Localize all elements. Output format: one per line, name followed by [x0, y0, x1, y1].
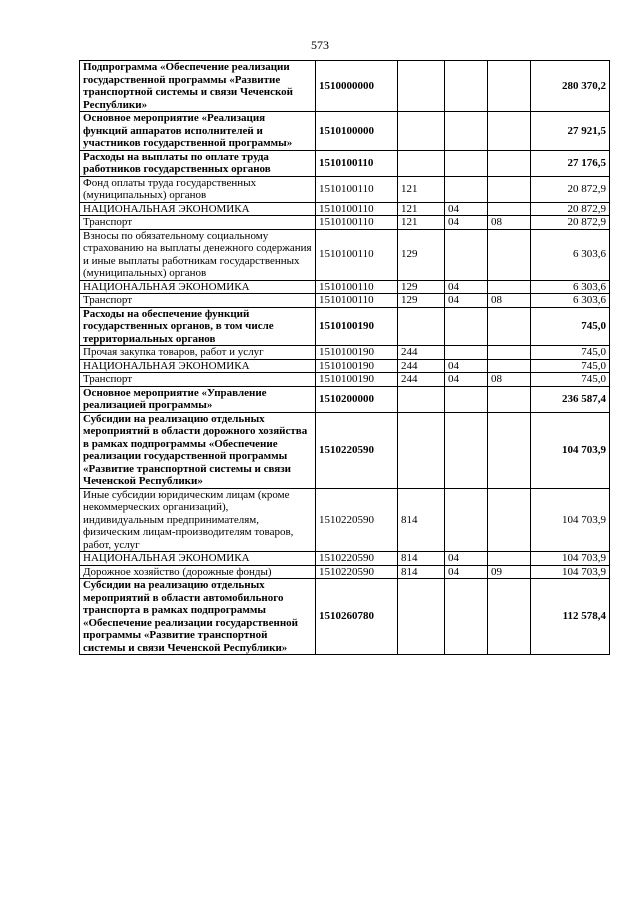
row-name: Прочая закупка товаров, работ и услуг [80, 346, 316, 360]
row-amount: 104 703,9 [531, 412, 610, 488]
row-amount: 20 872,9 [531, 202, 610, 216]
row-name: Расходы на выплаты по оплате труда работников государственных органов [80, 150, 316, 176]
row-subsection: 08 [488, 294, 531, 308]
row-section: 04 [445, 359, 488, 373]
row-code: 1510100190 [316, 359, 398, 373]
row-expense-type: 129 [398, 280, 445, 294]
row-subsection [488, 359, 531, 373]
table-row [80, 488, 610, 552]
table-row [80, 579, 610, 655]
row-subsection [488, 346, 531, 360]
row-section: 04 [445, 202, 488, 216]
row-code: 1510100110 [316, 202, 398, 216]
budget-table [79, 60, 610, 655]
row-expense-type: 814 [398, 552, 445, 566]
row-section: 04 [445, 216, 488, 230]
row-subsection [488, 150, 531, 176]
row-name: Субсидии на реализацию отдельных мероприятий в области дорожного хозяйства в рамках подпрограммы «Обеспечение реализации государственной программы «Развитие транспортной системы и связи Чеченской Республики» [80, 412, 316, 488]
row-expense-type: 244 [398, 373, 445, 387]
row-section [445, 488, 488, 552]
row-expense-type [398, 579, 445, 655]
table-row [80, 216, 610, 230]
table-row [80, 386, 610, 412]
row-expense-type: 129 [398, 294, 445, 308]
row-expense-type [398, 112, 445, 151]
row-subsection: 08 [488, 373, 531, 387]
row-expense-type [398, 150, 445, 176]
table-row [80, 565, 610, 579]
row-name: Расходы на обеспечение функций государственных органов, в том числе территориальных органов [80, 307, 316, 346]
row-amount: 6 303,6 [531, 280, 610, 294]
row-name: Основное мероприятие «Управление реализацией программы» [80, 386, 316, 412]
row-code: 1510220590 [316, 552, 398, 566]
row-name: Транспорт [80, 216, 316, 230]
row-section: 04 [445, 373, 488, 387]
table-row [80, 202, 610, 216]
table-row [80, 112, 610, 151]
row-amount: 236 587,4 [531, 386, 610, 412]
row-expense-type: 244 [398, 359, 445, 373]
table-row [80, 359, 610, 373]
row-amount: 6 303,6 [531, 229, 610, 280]
row-code: 1510260780 [316, 579, 398, 655]
table-row [80, 61, 610, 112]
row-name: Транспорт [80, 294, 316, 308]
row-amount: 104 703,9 [531, 488, 610, 552]
row-amount: 112 578,4 [531, 579, 610, 655]
row-name: Транспорт [80, 373, 316, 387]
row-code: 1510100190 [316, 373, 398, 387]
page-number: 573 [311, 38, 329, 52]
row-section [445, 61, 488, 112]
table-row [80, 280, 610, 294]
row-code: 1510100110 [316, 176, 398, 202]
table-row [80, 412, 610, 488]
row-code: 1510220590 [316, 488, 398, 552]
row-subsection [488, 112, 531, 151]
row-code: 1510100110 [316, 280, 398, 294]
row-section: 04 [445, 565, 488, 579]
row-expense-type: 814 [398, 488, 445, 552]
row-subsection [488, 579, 531, 655]
row-section: 04 [445, 280, 488, 294]
row-expense-type: 814 [398, 565, 445, 579]
row-expense-type [398, 412, 445, 488]
row-expense-type [398, 386, 445, 412]
row-section [445, 579, 488, 655]
row-subsection [488, 176, 531, 202]
row-subsection: 09 [488, 565, 531, 579]
row-code: 1510100110 [316, 229, 398, 280]
row-name: НАЦИОНАЛЬНАЯ ЭКОНОМИКА [80, 202, 316, 216]
budget-table-body [80, 61, 610, 655]
row-expense-type: 121 [398, 216, 445, 230]
row-section [445, 176, 488, 202]
row-amount: 6 303,6 [531, 294, 610, 308]
table-row [80, 552, 610, 566]
row-subsection: 08 [488, 216, 531, 230]
row-expense-type: 244 [398, 346, 445, 360]
row-name: НАЦИОНАЛЬНАЯ ЭКОНОМИКА [80, 280, 316, 294]
row-section: 04 [445, 552, 488, 566]
row-name: НАЦИОНАЛЬНАЯ ЭКОНОМИКА [80, 552, 316, 566]
row-code: 1510100190 [316, 307, 398, 346]
row-subsection [488, 229, 531, 280]
row-section [445, 386, 488, 412]
row-section [445, 412, 488, 488]
row-name: Фонд оплаты труда государственных (муниципальных) органов [80, 176, 316, 202]
row-expense-type: 129 [398, 229, 445, 280]
table-row [80, 307, 610, 346]
row-code: 1510100000 [316, 112, 398, 151]
row-subsection [488, 412, 531, 488]
row-section: 04 [445, 294, 488, 308]
row-name: Дорожное хозяйство (дорожные фонды) [80, 565, 316, 579]
table-row [80, 176, 610, 202]
table-row [80, 150, 610, 176]
row-subsection [488, 280, 531, 294]
row-section [445, 229, 488, 280]
row-name: Подпрограмма «Обеспечение реализации государственной программы «Развитие транспортной системы и связи Чеченской Республики» [80, 61, 316, 112]
row-code: 1510000000 [316, 61, 398, 112]
row-amount: 280 370,2 [531, 61, 610, 112]
row-expense-type [398, 61, 445, 112]
table-row [80, 373, 610, 387]
table-row [80, 229, 610, 280]
table-row [80, 346, 610, 360]
row-amount: 745,0 [531, 346, 610, 360]
row-subsection [488, 202, 531, 216]
row-subsection [488, 307, 531, 346]
row-expense-type [398, 307, 445, 346]
row-name: Основное мероприятие «Реализация функций аппаратов исполнителей и участников государственной программы» [80, 112, 316, 151]
row-amount: 104 703,9 [531, 552, 610, 566]
table-row [80, 294, 610, 308]
row-code: 1510100110 [316, 294, 398, 308]
row-name: Взносы по обязательному социальному страхованию на выплаты денежного содержания и иные выплаты работникам государственных (муниципальных) органов [80, 229, 316, 280]
row-name: НАЦИОНАЛЬНАЯ ЭКОНОМИКА [80, 359, 316, 373]
row-amount: 745,0 [531, 373, 610, 387]
row-code: 1510220590 [316, 565, 398, 579]
row-code: 1510100190 [316, 346, 398, 360]
row-section [445, 112, 488, 151]
row-section [445, 346, 488, 360]
row-amount: 27 921,5 [531, 112, 610, 151]
row-subsection [488, 552, 531, 566]
row-section [445, 150, 488, 176]
row-amount: 20 872,9 [531, 176, 610, 202]
row-expense-type: 121 [398, 202, 445, 216]
row-amount: 745,0 [531, 359, 610, 373]
row-code: 1510220590 [316, 412, 398, 488]
row-code: 1510200000 [316, 386, 398, 412]
row-amount: 27 176,5 [531, 150, 610, 176]
row-amount: 20 872,9 [531, 216, 610, 230]
row-expense-type: 121 [398, 176, 445, 202]
row-amount: 104 703,9 [531, 565, 610, 579]
row-code: 1510100110 [316, 216, 398, 230]
row-section [445, 307, 488, 346]
row-amount: 745,0 [531, 307, 610, 346]
row-code: 1510100110 [316, 150, 398, 176]
row-name: Субсидии на реализацию отдельных мероприятий в области автомобильного транспорта в рамках подпрограммы «Обеспечение реализации государственной программы «Развитие транспортной системы и связи Чеченской Республики» [80, 579, 316, 655]
row-name: Иные субсидии юридическим лицам (кроме некоммерческих организаций), индивидуальным предпринимателям, физическим лицам-производителям товаров, работ, услуг [80, 488, 316, 552]
row-subsection [488, 61, 531, 112]
row-subsection [488, 488, 531, 552]
row-subsection [488, 386, 531, 412]
